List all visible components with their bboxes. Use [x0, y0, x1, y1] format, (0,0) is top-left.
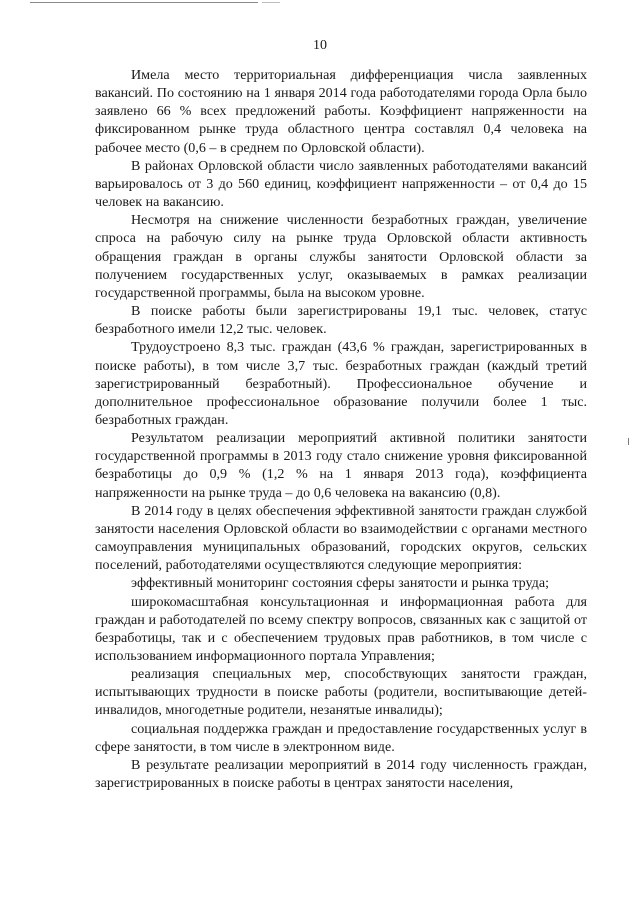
- paragraph: эффективный мониторинг состояния сферы занятости и рынка труда;: [131, 575, 550, 592]
- paragraph: реализация специальных мер, способствующих занятости граждан, испытывающих трудности в поиске работы (родители, воспитывающие детей-инвалидов, многодетные родители, незанятые инвалиды);: [95, 666, 587, 719]
- paragraph: В районах Орловской области число заявленных работодателями вакансий варьировалось от 3 до 560 единиц, коэффициент напряженности – от 0,4 до 15 человек на вакансию.: [95, 157, 587, 211]
- paragraph: Результатом реализации мероприятий активной политики занятости государственной программы в 2013 году стало снижение уровня фиксированной безработицы до 0,9 % (1,2 % на 1 января 2013 года), коэффициента напряженности на рынке труда – до 0,6 человека на вакансию (0,8).: [95, 430, 587, 501]
- scan-stray-mark: [628, 438, 629, 445]
- document-body: [95, 66, 587, 792]
- page-number: 10: [313, 38, 327, 53]
- paragraph: В результате реализации мероприятий в 2014 году численность граждан, зарегистрированных в поиске работы в центрах занятости населения,: [95, 756, 587, 792]
- scan-top-line: [30, 2, 258, 3]
- paragraph: В 2014 году в целях обеспечения эффективной занятости граждан службой занятости населения Орловской области во взаимодействии с органами местного самоуправления муниципальных образований, городских округов, сельских поселений, работодателями осуществляются следующие мероприятия:: [95, 502, 587, 574]
- scan-top-line-fragment: [262, 2, 280, 3]
- paragraph: Трудоустроено 8,3 тыс. граждан (43,6 % граждан, зарегистрированных в поиске работы), в том числе 3,7 тыс. безработных граждан (каждый третий зарегистрированный безработный). Профессиональное обучение и дополнительное профессиональное образование получили более 1 тыс. безработных граждан.: [95, 339, 587, 428]
- paragraph: социальная поддержка граждан и предоставление государственных услуг в сфере занятости, в том числе в электронном виде.: [95, 720, 587, 755]
- paragraph: широкомасштабная консультационная и информационная работа для граждан и работодателей по всему спектру вопросов, связанных как с защитой от безработицы, так и с обеспечением трудовых прав работников, в том числе с использованием информационного портала Управления;: [95, 593, 587, 664]
- paragraph: Имела место территориальная дифференциация числа заявленных вакансий. По состоянию на 1 января 2014 года работодателями города Орла было заявлено 66 % всех предложений работы. Коэффициент напряженности на фиксированном рынке труда областного центра составлял 0,4 человека на рабочее место (0,6 – в среднем по Орловской области).: [95, 67, 587, 156]
- paragraph: Несмотря на снижение численности безработных граждан, увеличение спроса на рабочую силу на рынке труда Орловской области активность обращения граждан в органы службы занятости Орловской области за получением государственных услуг, оказываемых в рамках реализации государственной программы, была на высоком уровне.: [95, 212, 587, 301]
- paragraph: В поиске работы были зарегистрированы 19,1 тыс. человек, статус безработного имели 12,2 тыс. человек.: [95, 303, 587, 338]
